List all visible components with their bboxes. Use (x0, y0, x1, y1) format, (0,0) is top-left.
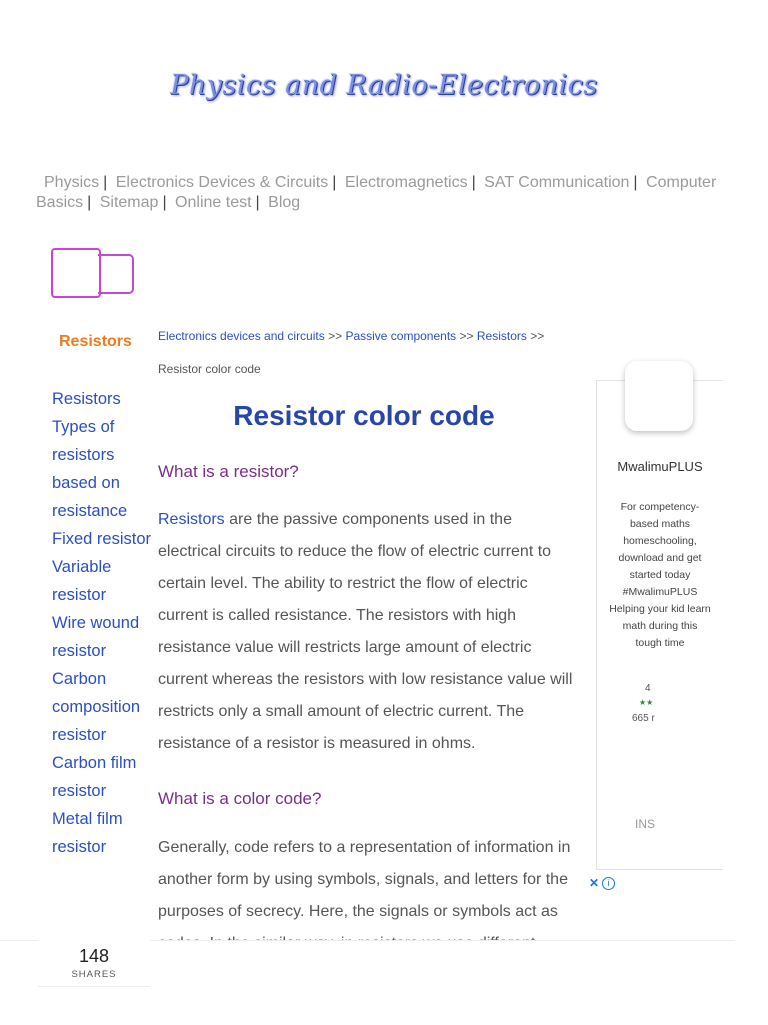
breadcrumb-resistors[interactable]: Resistors (476, 329, 527, 343)
nav-separator: | (162, 194, 167, 211)
nav-separator: | (255, 194, 260, 211)
heading-what-is-resistor: What is a resistor? (158, 462, 299, 481)
ad-info-icon[interactable]: i (602, 877, 615, 890)
sidebar-link-wire-wound-resistor[interactable]: Wire wound resistor (52, 614, 140, 660)
ad-rating: 4 (645, 683, 651, 694)
page-title: Resistor color code (233, 400, 495, 431)
heading-what-is-color-code: What is a color code? (158, 789, 322, 808)
ad-app-name[interactable]: MwalimuPLUS (617, 459, 703, 474)
share-counter[interactable] (38, 940, 150, 987)
ad-review-count: 665 r (632, 713, 655, 724)
nav-sat-communication[interactable]: SAT Communication (484, 174, 630, 191)
ad-install-button[interactable]: INS (635, 817, 656, 831)
paragraph-color-code-intro: Generally, code refers to a representation of information in another form by using symbols, signals, and letters for the purposes of secrecy. Here, the signals or symbols act as (158, 839, 571, 920)
sidebar-link-carbon-film-resistor[interactable]: Carbon film resistor (52, 754, 137, 800)
nav-computer-basics[interactable]: Computer Basics (36, 174, 717, 211)
sidebar-link-metal-film-resistor[interactable]: Metal film resistor (52, 810, 123, 856)
nav-physics[interactable]: Physics (44, 174, 100, 191)
paragraph-resistor-intro (158, 504, 573, 760)
nav-separator: | (633, 174, 638, 191)
nav-blog[interactable]: Blog (268, 194, 301, 211)
ad-description: For competency-based maths homeschooling, download and get started today #MwalimuPLUS Helping your kid learn math during this tough time (609, 501, 711, 649)
site-title[interactable]: Physics and Radio-Electronics (170, 70, 598, 101)
link-resistors[interactable]: Resistors (158, 511, 225, 528)
nav-sitemap[interactable]: Sitemap (99, 194, 159, 211)
top-navigation (36, 173, 736, 213)
advertisement-card[interactable] (596, 380, 723, 870)
nav-separator: | (332, 174, 337, 191)
nav-electromagnetics[interactable]: Electromagnetics (344, 174, 468, 191)
breadcrumb (158, 320, 558, 386)
logo-square-left (51, 248, 101, 298)
breadcrumb-separator: >> (530, 329, 545, 343)
sidebar-link-resistors[interactable]: Resistors (52, 390, 121, 408)
nav-separator: | (103, 174, 108, 191)
share-count: 148 (78, 946, 110, 966)
breadcrumb-separator: >> (459, 329, 474, 343)
sidebar-link-variable-resistor[interactable]: Variable resistor (52, 558, 112, 604)
site-logo-icon[interactable] (51, 248, 141, 300)
sidebar-link-fixed-resistor[interactable]: Fixed resistor (52, 530, 152, 548)
nav-online-test[interactable]: Online test (175, 194, 252, 211)
breadcrumb-electronics-devices[interactable]: Electronics devices and circuits (158, 329, 325, 343)
app-icon[interactable] (625, 361, 693, 431)
nav-separator: | (87, 194, 92, 211)
nav-electronics-devices[interactable]: Electronics Devices & Circuits (115, 174, 329, 191)
nav-separator: | (471, 174, 476, 191)
sidebar-link-carbon-composition-resistor[interactable]: Carbon composition resistor (52, 670, 141, 744)
sidebar-link-types-of-resistors[interactable]: Types of resistors based on resistance (52, 418, 128, 520)
breadcrumb-separator: >> (328, 329, 343, 343)
ad-close-icon[interactable]: ✕ (589, 876, 600, 890)
sidebar-links (52, 385, 152, 861)
sidebar-heading: Resistors (59, 333, 132, 350)
breadcrumb-current: Resistor color code (158, 362, 261, 376)
ad-overflow-mask (657, 659, 727, 869)
breadcrumb-passive-components[interactable]: Passive components (345, 329, 457, 343)
logo-square-right (98, 254, 134, 294)
share-label: SHARES (71, 969, 117, 980)
ad-star-icons: ★★ (639, 698, 654, 707)
paragraph-text: are the passive components used in the electrical circuits to reduce the flow of electric current to certain level. The ability to restrict the flow of electric current is called resistance. The resistors with high resistance value will restricts large amount of electric current whereas the resistors with low resistance value will restricts only a small amount of electric current. The resistance of a resistor is measured in ohms. (158, 511, 573, 752)
